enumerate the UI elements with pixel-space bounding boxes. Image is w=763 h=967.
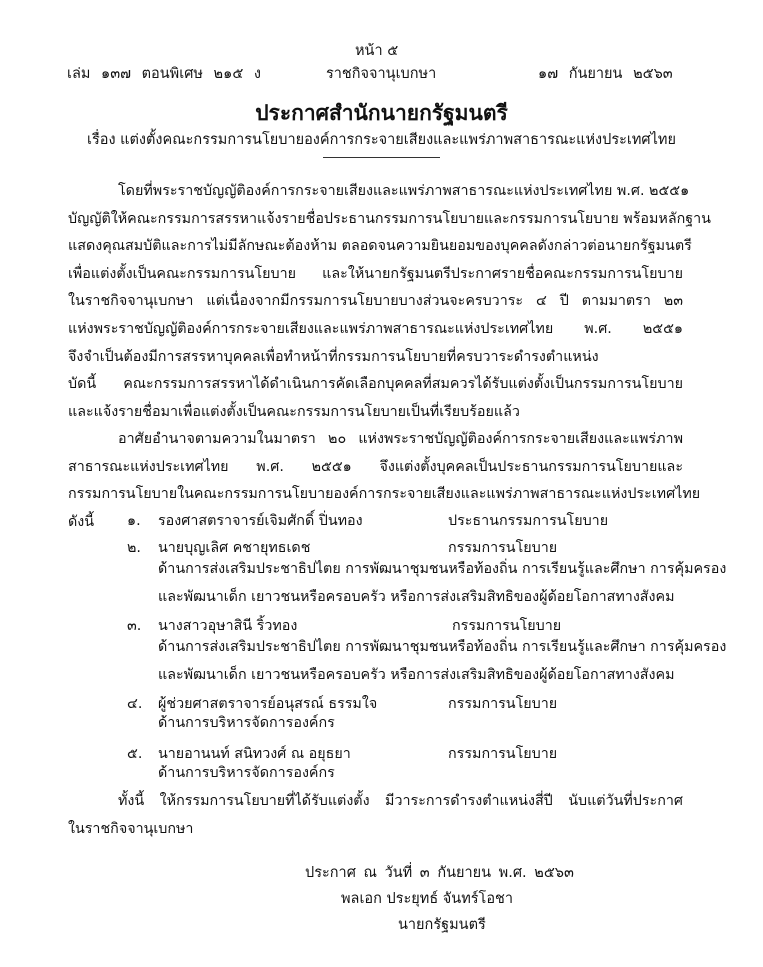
- member-name: นายอานนท์ สนิทวงศ์ ณ อยุธยา: [158, 746, 351, 762]
- text-line: แสดงคุณสมบัติและการไม่มีลักษณะต้องห้าม ตลอดจนความยินยอมของบุคคลดังกล่าวต่อนายกรัฐมนตรี: [68, 238, 692, 255]
- text-line: ในราชกิจจานุเบกษา: [68, 820, 194, 837]
- member-field: [158, 760, 683, 788]
- field-line: และพัฒนาเด็ก เยาวชนหรือครอบครัว หรือการส่งเสริมสิทธิของผู้ด้อยโอกาสทางสังคม: [158, 588, 675, 605]
- member-role: กรรมการนโยบาย: [448, 696, 558, 712]
- member-field: [158, 556, 727, 611]
- member-number: ๕.: [127, 746, 143, 762]
- text-line: โดยที่พระราชบัญญัติองค์การกระจายเสียงและแพร่ภาพสาธารณะแห่งประเทศไทย พ.ศ. ๒๕๕๑: [118, 183, 690, 199]
- member-name: นายบุญเลิศ คชายุทธเดช: [158, 540, 311, 556]
- text-line: ในราชกิจจานุเบกษา แต่เนื่องจากมีกรรมการนโยบายบางส่วนจะครบวาระ ๔ ปี ตามมาตรา ๒๓: [68, 293, 683, 310]
- text-line: แห่งพระราชบัญญัติองค์การกระจายเสียงและแพร่ภาพสาธารณะแห่งประเทศไทย พ.ศ. ๒๕๕๑: [68, 320, 683, 337]
- field-line: ด้านการส่งเสริมประชาธิปไตย การพัฒนาชุมชนหรือท้องถิ่น การเรียนรู้และศึกษา การคุ้มครอง: [158, 561, 727, 577]
- field-line: ด้านการบริหารจัดการองค์กร: [158, 765, 335, 781]
- member-number: ๑.: [127, 513, 141, 529]
- member-name: นางสาวอุษาสินี ริ้วทอง: [158, 618, 298, 634]
- member-name: รองศาสตราจารย์เจิมศักดิ์ ปิ่นทอง: [158, 513, 363, 529]
- subject-line: เรื่อง แต่งตั้งคณะกรรมการนโยบายองค์การกระจายเสียงและแพร่ภาพสาธารณะแห่งประเทศไทย: [87, 132, 676, 148]
- field-line: และพัฒนาเด็ก เยาวชนหรือครอบครัว หรือการส่งเสริมสิทธิของผู้ด้อยโอกาสทางสังคม: [158, 666, 675, 683]
- text-line: สาธารณะแห่งประเทศไทย พ.ศ. ๒๕๕๑ จึงแต่งตั้งบุคคลเป็นประธานกรรมการนโยบายและ: [68, 458, 683, 475]
- page-number: หน้า ๕: [355, 43, 399, 59]
- member-field: [158, 634, 727, 689]
- announcement-date: ประกาศ ณ วันที่ ๓ กันยายน พ.ศ. ๒๕๖๓: [305, 865, 574, 881]
- preamble-paragraph: [68, 178, 711, 426]
- text-line: เพื่อแต่งตั้งเป็นคณะกรรมการนโยบาย และให้นายกรัฐมนตรีประกาศรายชื่อคณะกรรมการนโยบาย: [68, 265, 683, 282]
- text-line: ทั้งนี้ ให้กรรมการนโยบายที่ได้รับแต่งตั้ง มีวาระการดำรงตำแหน่งสี่ปี นับแต่วันที่ประกาศ: [118, 793, 683, 809]
- signer-name: พลเอก ประยุทธ์ จันทร์โอชา: [341, 891, 514, 907]
- member-number: ๔.: [127, 696, 143, 712]
- page-title: ประกาศสำนักนายกรัฐมนตรี: [255, 101, 508, 125]
- text-line: ดังนี้: [68, 513, 95, 530]
- gazette-date: ๑๗ กันยายน ๒๕๖๓: [538, 66, 673, 82]
- member-role: กรรมการนโยบาย: [452, 618, 562, 634]
- text-line: บัญญัติให้คณะกรรมการสรรหาแจ้งรายชื่อประธานกรรมการนโยบายและกรรมการนโยบาย พร้อมหลักฐาน: [68, 210, 711, 227]
- member-role: กรรมการนโยบาย: [448, 746, 558, 762]
- gazette-volume: เล่ม ๑๓๗ ตอนพิเศษ ๒๑๕ ง: [67, 66, 261, 82]
- field-line: ด้านการบริหารจัดการองค์กร: [158, 715, 335, 731]
- term-paragraph: [68, 788, 683, 843]
- text-line: อาศัยอำนาจตามความในมาตรา ๒๐ แห่งพระราชบัญญัติองค์การกระจายเสียงและแพร่ภาพ: [118, 431, 683, 447]
- text-line: จึงจำเป็นต้องมีการสรรหาบุคคลเพื่อทำหน้าที่กรรมการนโยบายที่ครบวาระดำรงตำแหน่ง: [68, 348, 599, 365]
- member-field: [158, 710, 683, 738]
- text-line: บัดนี้ คณะกรรมการสรรหาได้ดำเนินการคัดเลือกบุคคลที่สมควรได้รับแต่งตั้งเป็นกรรมการนโยบาย: [68, 376, 683, 393]
- member-role: ประธานกรรมการนโยบาย: [448, 513, 609, 529]
- member-name: ผู้ช่วยศาสตราจารย์อนุสรณ์ ธรรมใจ: [158, 696, 378, 712]
- gazette-name: ราชกิจจานุเบกษา: [326, 66, 437, 82]
- member-number: ๒.: [127, 540, 141, 556]
- text-line: กรรมการนโยบายในคณะกรรมการนโยบายองค์การกระจายเสียงและแพร่ภาพสาธารณะแห่งประเทศไทย: [68, 486, 701, 503]
- title-divider: [323, 157, 440, 158]
- member-role: กรรมการนโยบาย: [448, 540, 558, 556]
- member-number: ๓.: [127, 618, 142, 634]
- field-line: ด้านการส่งเสริมประชาธิปไตย การพัฒนาชุมชนหรือท้องถิ่น การเรียนรู้และศึกษา การคุ้มครอง: [158, 639, 727, 655]
- signer-position: นายกรัฐมนตรี: [398, 917, 486, 933]
- text-line: และแจ้งรายชื่อมาเพื่อแต่งตั้งเป็นคณะกรรมการนโยบายเป็นที่เรียบร้อยแล้ว: [68, 403, 520, 420]
